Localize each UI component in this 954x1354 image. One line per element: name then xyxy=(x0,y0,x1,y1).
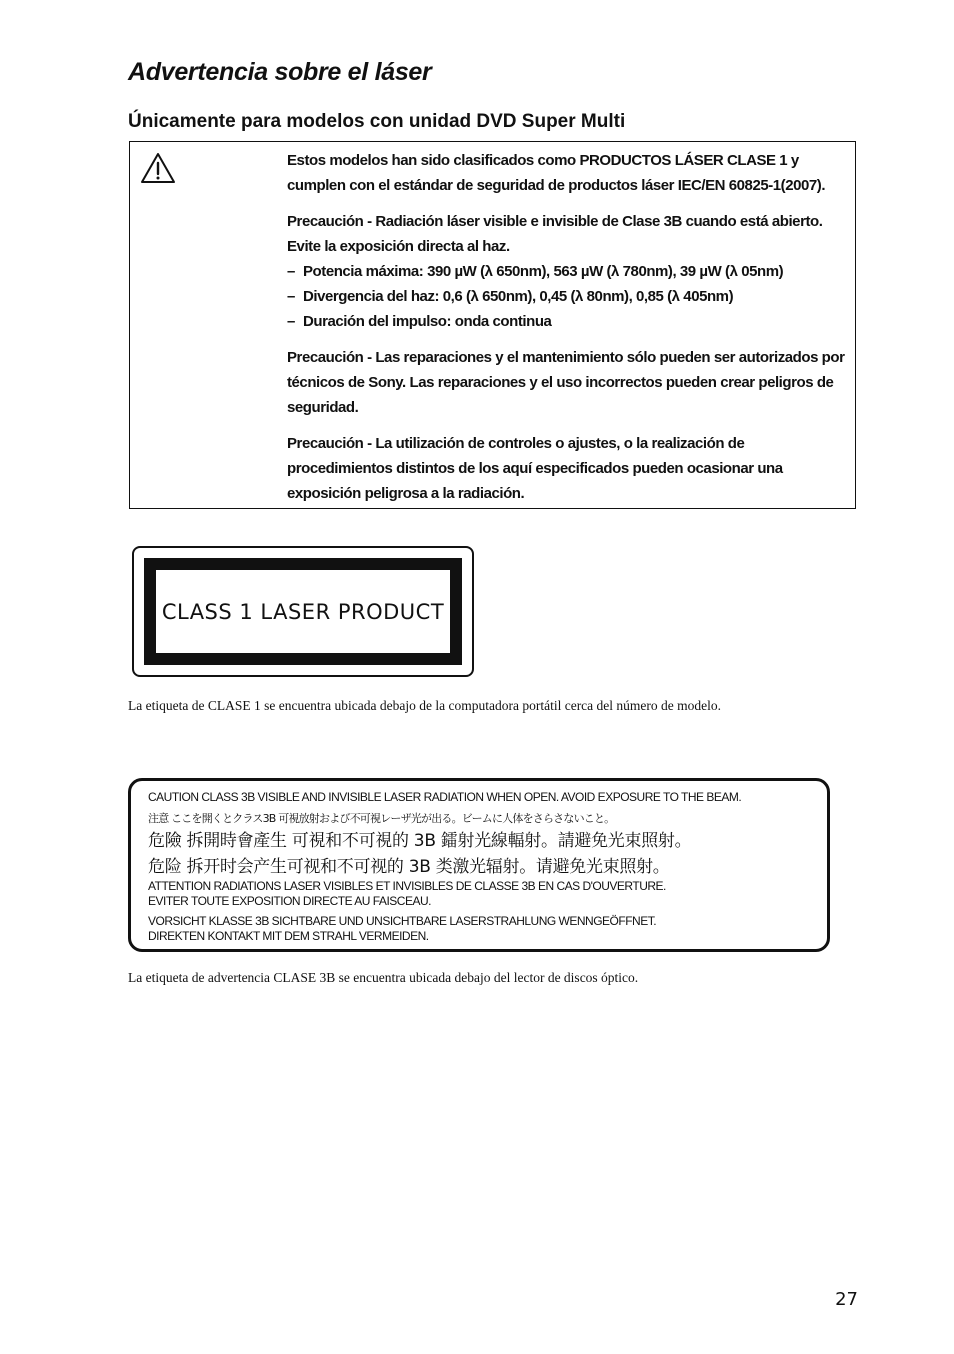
class1-laser-label xyxy=(132,546,474,677)
label-line-chinese-simplified: 危险 拆开时会产生可视和不可视的 3B 类激光辐射。请避免光束照射。 xyxy=(148,857,670,877)
warning-paragraph-repairs: Precaución - Las reparaciones y el mantenimiento sólo pueden ser autorizados por técnicos de Sony. Las reparaciones y el uso incorrectos pueden crear peligros de seguridad. xyxy=(287,349,845,416)
list-item: – Duración del impulso: onda continua xyxy=(287,309,852,334)
label-line-german-2: DIREKTEN KONTAKT MIT DEM STRAHL VERMEIDEN. xyxy=(148,929,429,943)
list-item: – Divergencia del haz: 0,6 (λ 650nm), 0,45 (λ 80nm), 0,85 (λ 405nm) xyxy=(287,284,852,309)
class1-label-border xyxy=(144,558,462,665)
label-line-english: CAUTION CLASS 3B VISIBLE AND INVISIBLE LASER RADIATION WHEN OPEN. AVOID EXPOSURE TO THE BEAM. xyxy=(148,790,742,804)
warning-triangle-icon xyxy=(140,152,176,184)
warning-paragraph-radiation: Precaución - Radiación láser visible e invisible de Clase 3B cuando está abierto. Evite la exposición directa al haz. xyxy=(287,213,823,255)
warning-paragraph-controls: Precaución - La utilización de controles o ajustes, o la realización de procedimientos distintos de los aquí especificados pueden ocasionar una exposición peligrosa a la radiación. xyxy=(287,435,783,502)
page-title: Advertencia sobre el láser xyxy=(128,58,432,86)
bullet-dash: – xyxy=(287,288,295,305)
label-line-french-1: ATTENTION RADIATIONS LASER VISIBLES ET INVISIBLES DE CLASSE 3B EN CAS D'OUVERTURE. xyxy=(148,879,666,893)
section-subtitle: Únicamente para modelos con unidad DVD Super Multi xyxy=(128,111,626,132)
label-line-chinese-traditional: 危險 拆開時會產生 可視和不可視的 3B 鐳射光線輻射。請避免光束照射。 xyxy=(148,831,692,851)
class3b-label-caption: La etiqueta de advertencia CLASE 3B se encuentra ubicada debajo del lector de discos óptico. xyxy=(128,970,639,985)
class1-label-text: CLASS 1 LASER PRODUCT xyxy=(161,599,445,624)
laser-warning-box xyxy=(129,141,856,509)
bullet-dash: – xyxy=(287,313,295,330)
page-number: 27 xyxy=(835,1289,858,1310)
label-line-german-1: VORSICHT KLASSE 3B SICHTBARE UND UNSICHTBARE LASERSTRAHLUNG WENNGEÖFFNET. xyxy=(148,914,657,928)
list-item: – Potencia máxima: 390 µW (λ 650nm), 563 µW (λ 780nm), 39 µW (λ 05nm) xyxy=(287,259,852,284)
warning-paragraph-classification: Estos modelos han sido clasificados como PRODUCTOS LÁSER CLASE 1 y cumplen con el estándar de seguridad de productos láser IEC/EN 60825-1(2007). xyxy=(287,152,826,194)
label-line-french-2: EVITER TOUTE EXPOSITION DIRECTE AU FAISCEAU. xyxy=(148,894,431,908)
class3b-warning-label xyxy=(128,778,830,952)
bullet-dash: – xyxy=(287,263,295,280)
warning-bullet-list xyxy=(287,259,852,334)
class1-label-caption: La etiqueta de CLASE 1 se encuentra ubicada debajo de la computadora portátil cerca del número de modelo. xyxy=(128,698,722,713)
label-line-japanese: 注意 ここを開くとクラス3B 可視放射および不可視レーザ光が出る。ビームに人体をさらさないこと。 xyxy=(148,812,615,825)
warning-text xyxy=(287,148,852,517)
